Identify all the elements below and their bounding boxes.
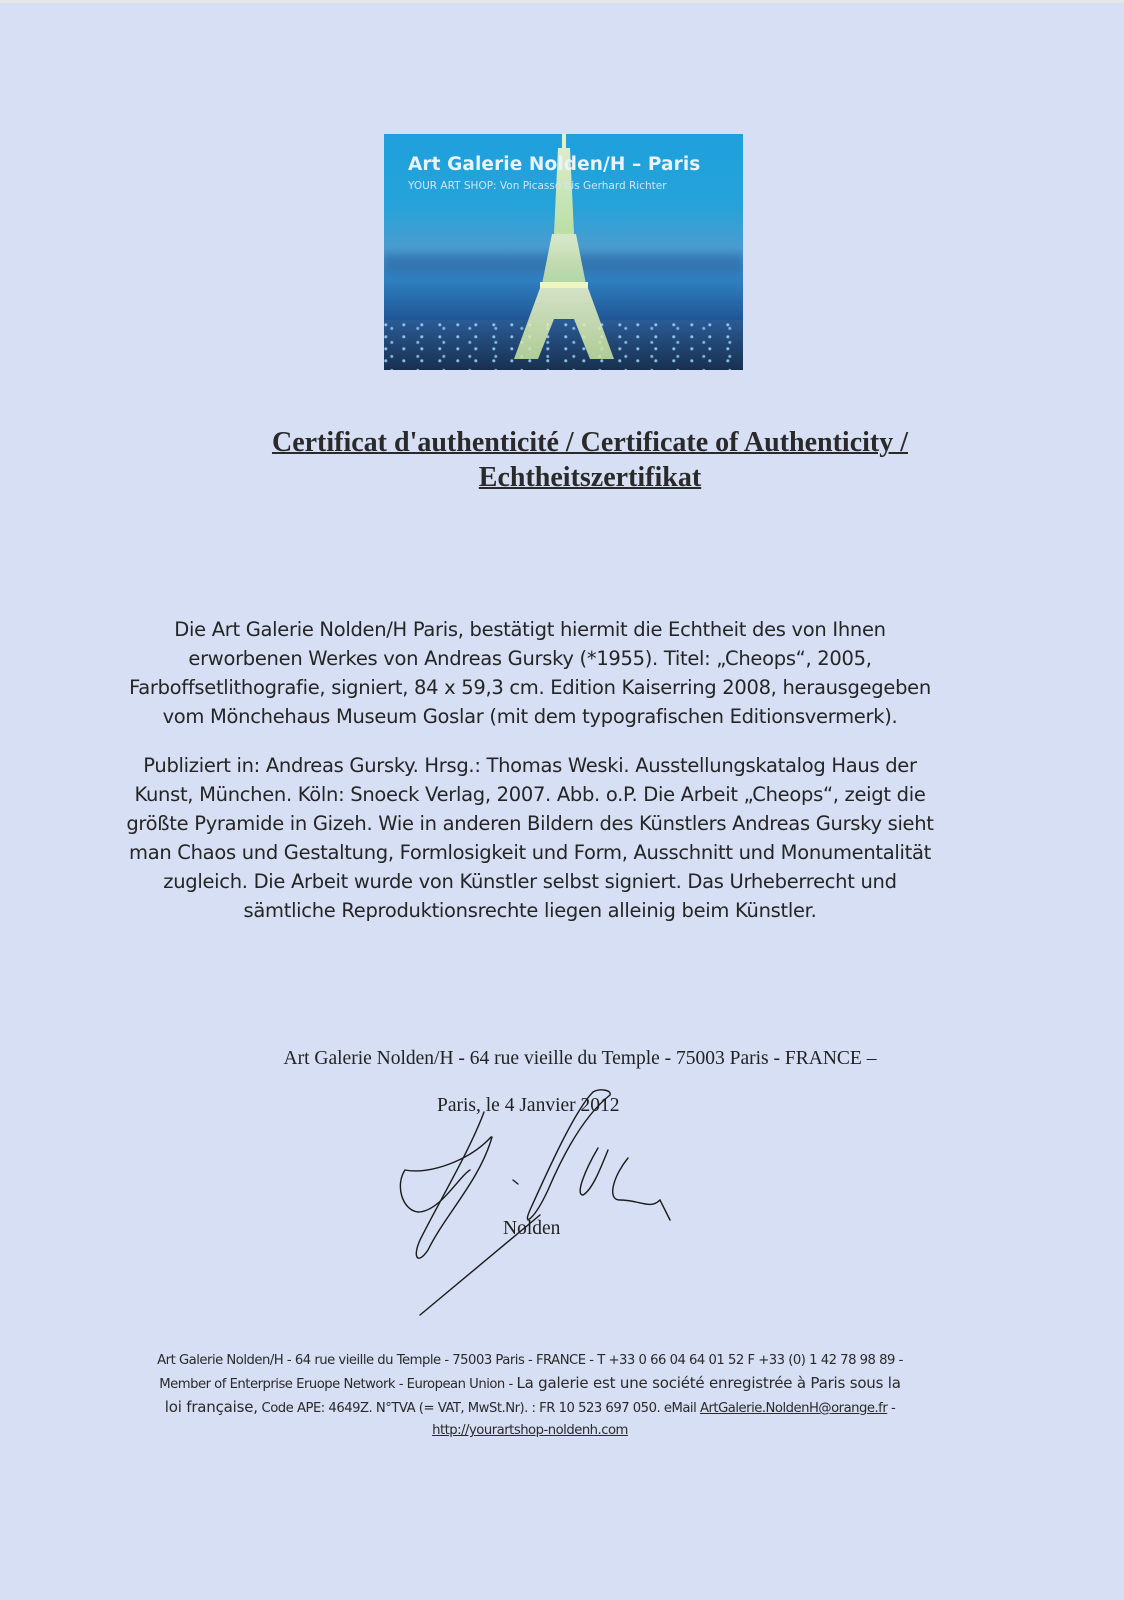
signatory-name: Nolden xyxy=(503,1218,561,1239)
email-link[interactable]: ArtGalerie.NoldenH@orange.fr xyxy=(699,1401,888,1416)
footer-line-address: Art Galerie Nolden/H - 64 rue vieille du Temple - 75003 Paris - FRANCE - T +33 0 66 04 64 01 52 F +33 (0) 1 42 78 98 89 - xyxy=(157,1353,903,1368)
text-line: man Chaos und Gestaltung, Formlosigkeit und Form, Ausschnitt und Monumentalität xyxy=(129,841,931,864)
footer-membership-text: Member of Enterprise Eruope Network - European Union - xyxy=(159,1377,517,1392)
text-line: größte Pyramide in Gizeh. Wie in anderen Bildern des Künstlers Andreas Gursky sieht xyxy=(126,812,934,835)
footer-vat-text: Code APE: 4649Z. N°TVA (= VAT, MwSt.Nr). : FR 10 523 697 050. eMail xyxy=(261,1401,700,1416)
text-line: Publiziert in: Andreas Gursky. Hrsg.: Thomas Weski. Ausstellungskatalog Haus der xyxy=(143,754,917,777)
text-line: sämtliche Reproduktionsrechte liegen alleinig beim Künstler. xyxy=(243,899,817,922)
footer-registration-text: La galerie est une société enregistrée à Paris sous la xyxy=(516,1374,901,1392)
footer-line-legal xyxy=(100,1396,960,1420)
footer-separator: - xyxy=(890,1401,896,1416)
banner-title: Art Galerie Nolden/H – Paris xyxy=(408,154,701,175)
certificate-title xyxy=(160,425,1020,495)
text-line: erworbenen Werkes von Andreas Gursky (*1955). Titel: „Cheops“, 2005, xyxy=(188,647,872,670)
text-line: vom Mönchehaus Museum Goslar (mit dem typografischen Editionsvermerk). xyxy=(162,705,898,728)
gallery-banner-image xyxy=(384,134,743,370)
text-line: zugleich. Die Arbeit wurde von Künstler selbst signiert. Das Urheberrecht und xyxy=(163,870,897,893)
certificate-title-line2: Echtheitszertifikat xyxy=(478,462,702,493)
certificate-title-line1: Certificat d'authenticité / Certificate of Authenticity / xyxy=(271,427,909,458)
authenticity-paragraph xyxy=(100,615,960,731)
text-line: Kunst, München. Köln: Snoeck Verlag, 2007. Abb. o.P. Die Arbeit „Cheops“, zeigt die xyxy=(134,783,926,806)
text-line: Die Art Galerie Nolden/H Paris, bestätigt hiermit die Echtheit des von Ihnen xyxy=(174,618,886,641)
publication-paragraph xyxy=(100,751,960,925)
text-line: Farboffsetlithografie, signiert, 84 x 59,3 cm. Edition Kaiserring 2008, herausgegeben xyxy=(129,676,931,699)
place-date: Paris, le 4 Janvier 2012 xyxy=(437,1095,620,1116)
footer-line-membership xyxy=(100,1372,960,1396)
website-link[interactable]: http://yourartshop-noldenh.com xyxy=(432,1423,628,1438)
banner-subtitle: YOUR ART SHOP: Von Picasso bis Gerhard Richter xyxy=(408,180,667,192)
footer-contact-info xyxy=(100,1350,960,1442)
footer-law-text: loi française, xyxy=(164,1398,258,1416)
gallery-address: Art Galerie Nolden/H - 64 rue vieille du Temple - 75003 Paris - FRANCE – xyxy=(283,1048,877,1069)
footer-line-website xyxy=(100,1420,960,1442)
page-edge xyxy=(0,0,1124,3)
